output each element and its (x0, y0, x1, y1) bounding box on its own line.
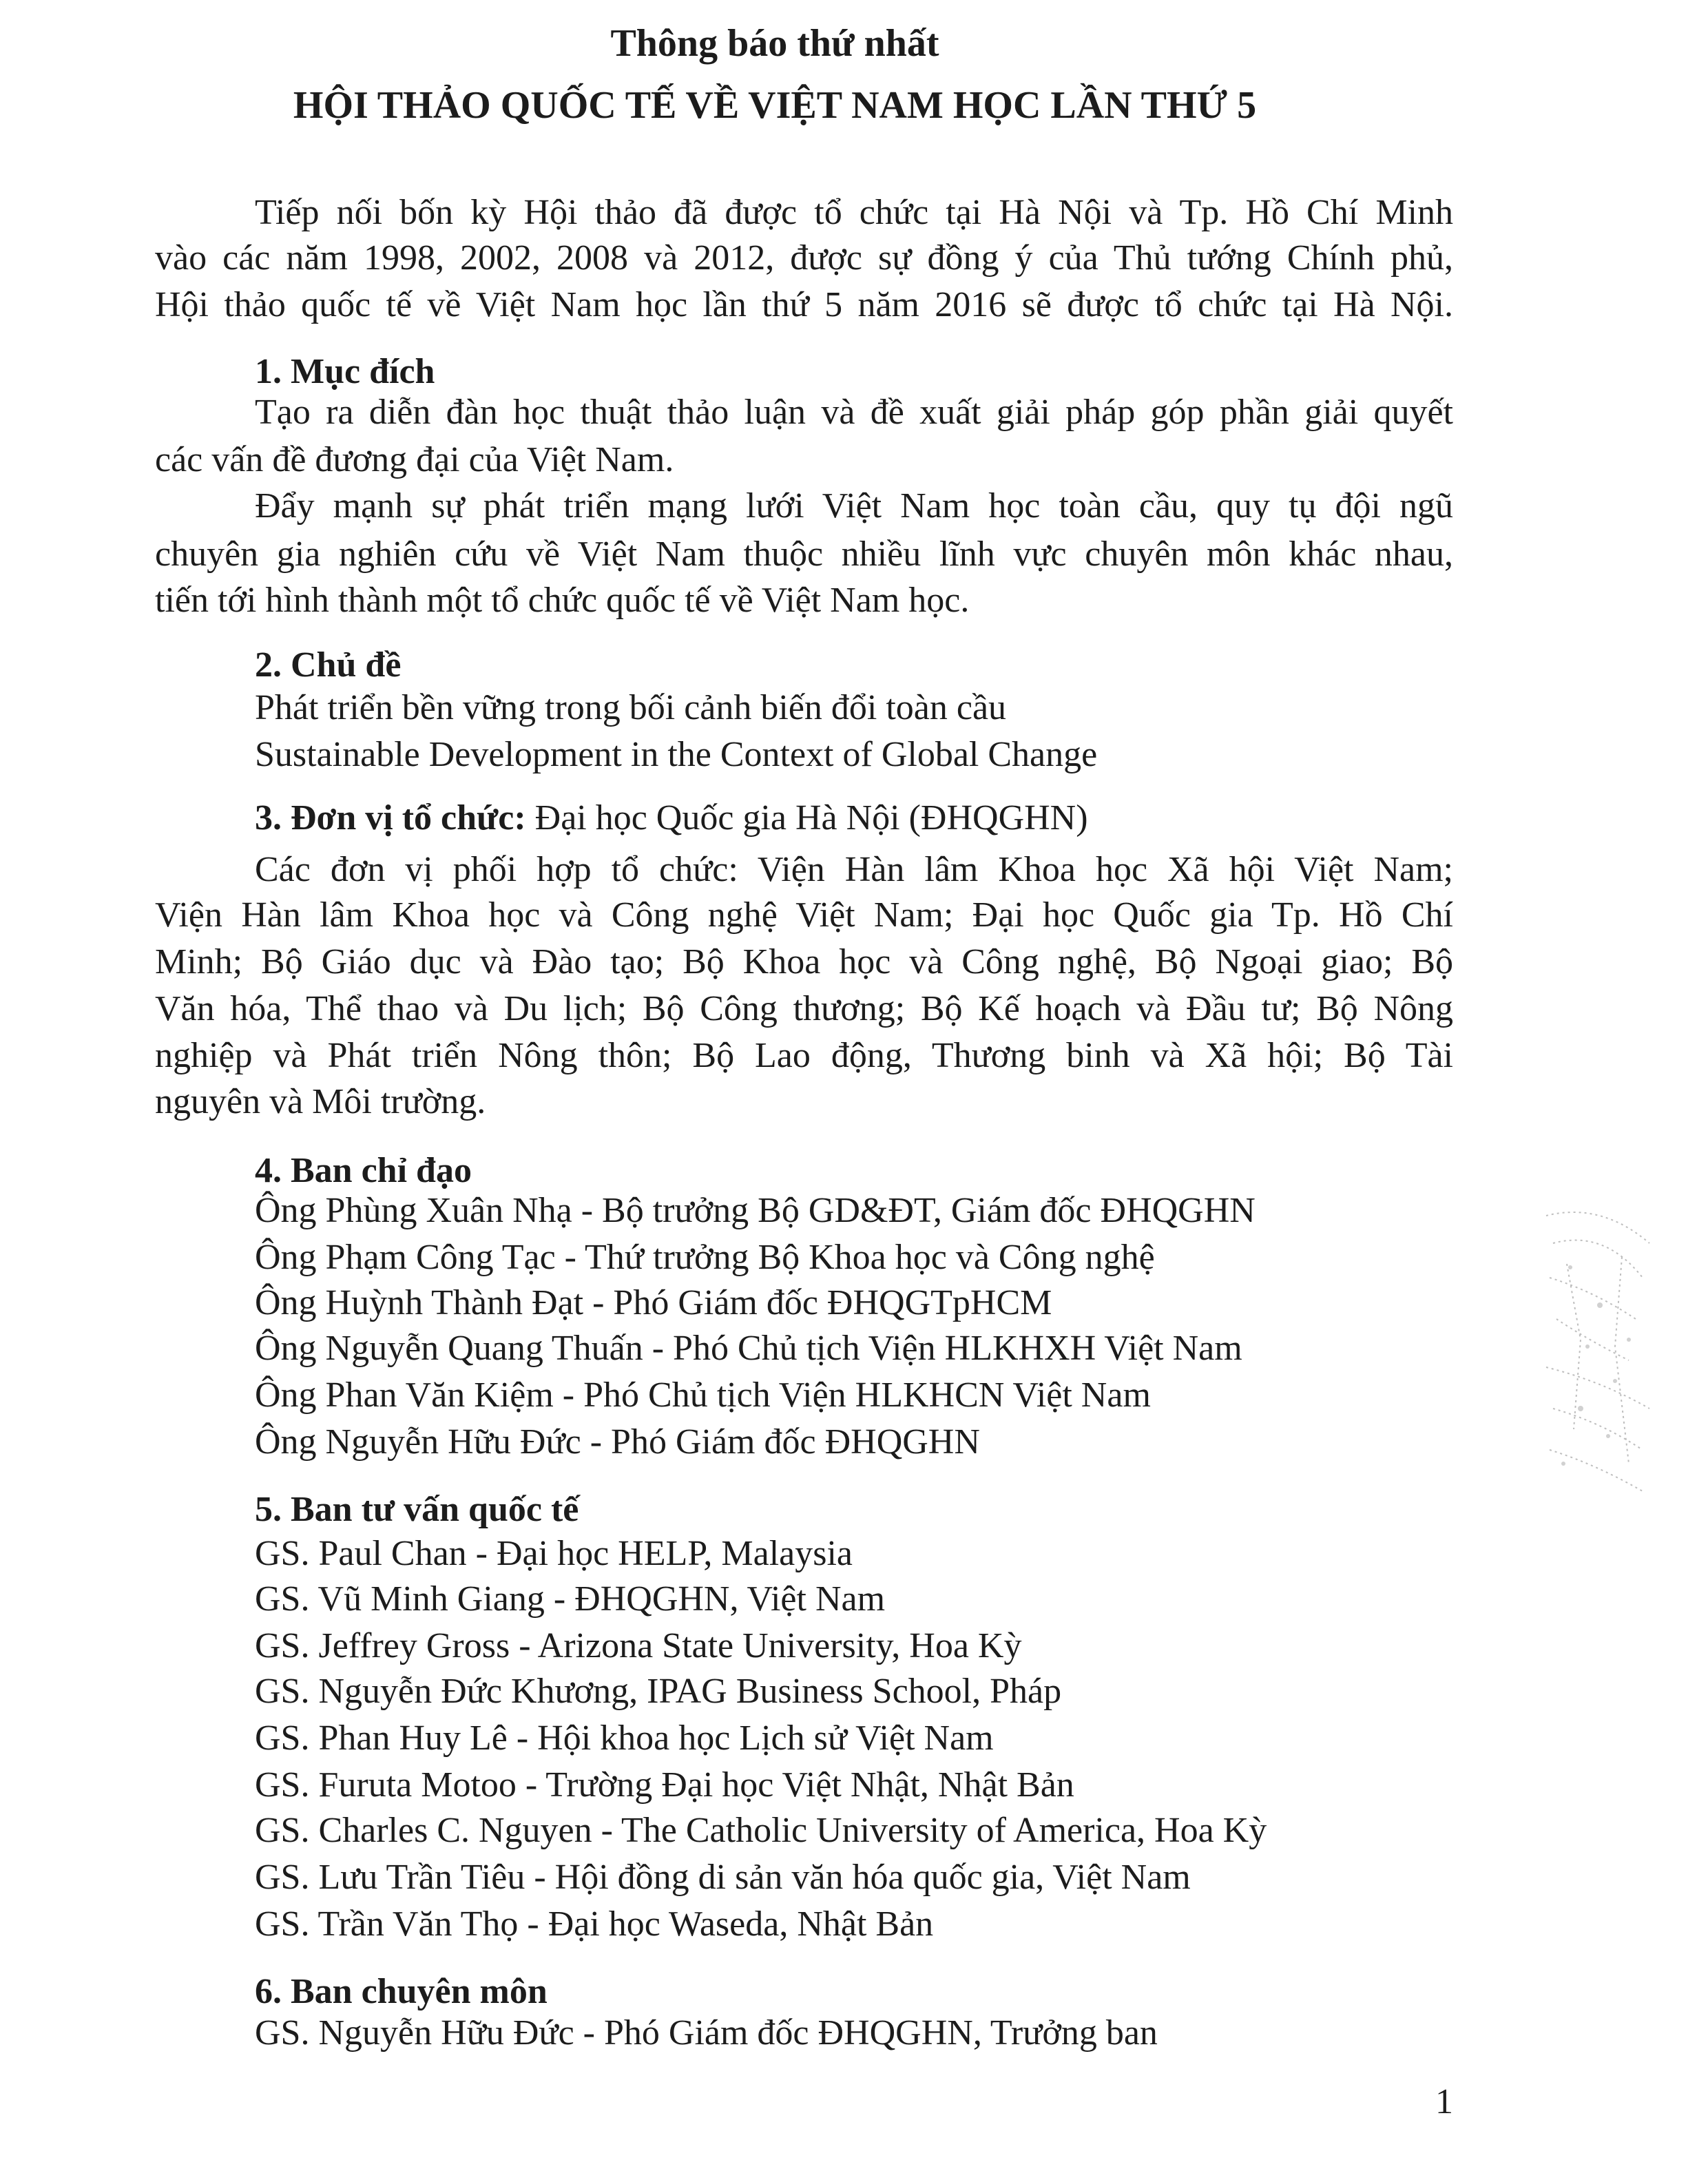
intro-line: vào các năm 1998, 2002, 2008 và 2012, được sự đồng ý của Thủ tướng Chính phủ, (155, 238, 1453, 278)
co-organizer-line: nguyên và Môi trường. (155, 1082, 486, 1121)
intro-line: Tiếp nối bốn kỳ Hội thảo đã được tổ chức tại Hà Nội và Tp. Hồ Chí Minh (255, 193, 1453, 232)
advisory-member: GS. Paul Chan - Đại học HELP, Malaysia (255, 1534, 853, 1573)
advisory-member: GS. Charles C. Nguyen - The Catholic University of America, Hoa Kỳ (255, 1811, 1267, 1850)
stamp-mark (1539, 1202, 1656, 1505)
advisory-member: GS. Trần Văn Thọ - Đại học Waseda, Nhật Bản (255, 1904, 934, 1944)
advisory-member: GS. Jeffrey Gross - Arizona State University, Hoa Kỳ (255, 1626, 1022, 1665)
expert-member: GS. Nguyễn Hữu Đức - Phó Giám đốc ĐHQGHN, Trưởng ban (255, 2013, 1158, 2053)
section-heading-steering: 4. Ban chỉ đạo (255, 1151, 472, 1190)
section-heading-organizer: 3. Đơn vị tổ chức: (255, 798, 526, 838)
advisory-member: GS. Vũ Minh Giang - ĐHQGHN, Việt Nam (255, 1579, 886, 1619)
purpose-line: tiến tới hình thành một tổ chức quốc tế về Việt Nam học. (155, 581, 970, 620)
section-heading-purpose: 1. Mục đích (255, 352, 435, 391)
co-organizer-line: Minh; Bộ Giáo dục và Đào tạo; Bộ Khoa học và Công nghệ, Bộ Ngoại giao; Bộ (155, 942, 1453, 981)
intro-line: Hội thảo quốc tế về Việt Nam học lần thứ 5 năm 2016 sẽ được tổ chức tại Hà Nội. (155, 285, 1453, 324)
organizer-name: Đại học Quốc gia Hà Nội (ĐHQGHN) (525, 798, 1088, 838)
document-title: HỘI THẢO QUỐC TẾ VỀ VIỆT NAM HỌC LẦN THỨ 5 (293, 84, 1257, 127)
advisory-member: GS. Nguyễn Đức Khương, IPAG Business School, Pháp (255, 1672, 1062, 1711)
steering-member: Ông Phan Văn Kiệm - Phó Chủ tịch Viện HLKHCN Việt Nam (255, 1375, 1151, 1415)
purpose-line: Tạo ra diễn đàn học thuật thảo luận và đề xuất giải pháp góp phần giải quyết (255, 393, 1453, 432)
document-subtitle: Thông báo thứ nhất (610, 22, 939, 65)
theme-english: Sustainable Development in the Context of Global Change (255, 735, 1098, 774)
advisory-member: GS. Furuta Motoo - Trường Đại học Việt Nhật, Nhật Bản (255, 1765, 1074, 1805)
steering-member: Ông Phùng Xuân Nhạ - Bộ trưởng Bộ GD&ĐT, Giám đốc ĐHQGHN (255, 1191, 1256, 1230)
purpose-line: các vấn đề đương đại của Việt Nam. (155, 440, 674, 479)
section-heading-theme: 2. Chủ đề (255, 645, 402, 685)
co-organizer-line: Viện Hàn lâm Khoa học và Công nghệ Việt Nam; Đại học Quốc gia Tp. Hồ Chí (155, 895, 1453, 935)
organizer-line (255, 796, 1088, 840)
steering-member: Ông Nguyễn Quang Thuấn - Phó Chủ tịch Viện HLKHXH Việt Nam (255, 1329, 1242, 1368)
section-heading-advisory: 5. Ban tư vấn quốc tế (255, 1490, 579, 1529)
page-number: 1 (1435, 2082, 1453, 2121)
purpose-line: chuyên gia nghiên cứu về Việt Nam thuộc nhiều lĩnh vực chuyên môn khác nhau, (155, 534, 1453, 574)
co-organizer-line: nghiệp và Phát triển Nông thôn; Bộ Lao động, Thương binh và Xã hội; Bộ Tài (155, 1036, 1453, 1075)
advisory-member: GS. Phan Huy Lê - Hội khoa học Lịch sử Việt Nam (255, 1718, 994, 1758)
steering-member: Ông Nguyễn Hữu Đức - Phó Giám đốc ĐHQGHN (255, 1422, 980, 1462)
theme-vietnamese: Phát triển bền vững trong bối cảnh biến đổi toàn cầu (255, 688, 1007, 727)
advisory-member: GS. Lưu Trần Tiêu - Hội đồng di sản văn hóa quốc gia, Việt Nam (255, 1858, 1191, 1897)
co-organizer-line: Văn hóa, Thể thao và Du lịch; Bộ Công thương; Bộ Kế hoạch và Đầu tư; Bộ Nông (155, 989, 1453, 1028)
co-organizer-line: Các đơn vị phối hợp tổ chức: Viện Hàn lâm Khoa học Xã hội Việt Nam; (255, 850, 1453, 889)
steering-member: Ông Phạm Công Tạc - Thứ trưởng Bộ Khoa học và Công nghệ (255, 1238, 1155, 1277)
purpose-line: Đẩy mạnh sự phát triển mạng lưới Việt Nam học toàn cầu, quy tụ đội ngũ (255, 486, 1453, 526)
steering-member: Ông Huỳnh Thành Đạt - Phó Giám đốc ĐHQGTpHCM (255, 1283, 1052, 1322)
section-heading-expert: 6. Ban chuyên môn (255, 1972, 548, 2011)
